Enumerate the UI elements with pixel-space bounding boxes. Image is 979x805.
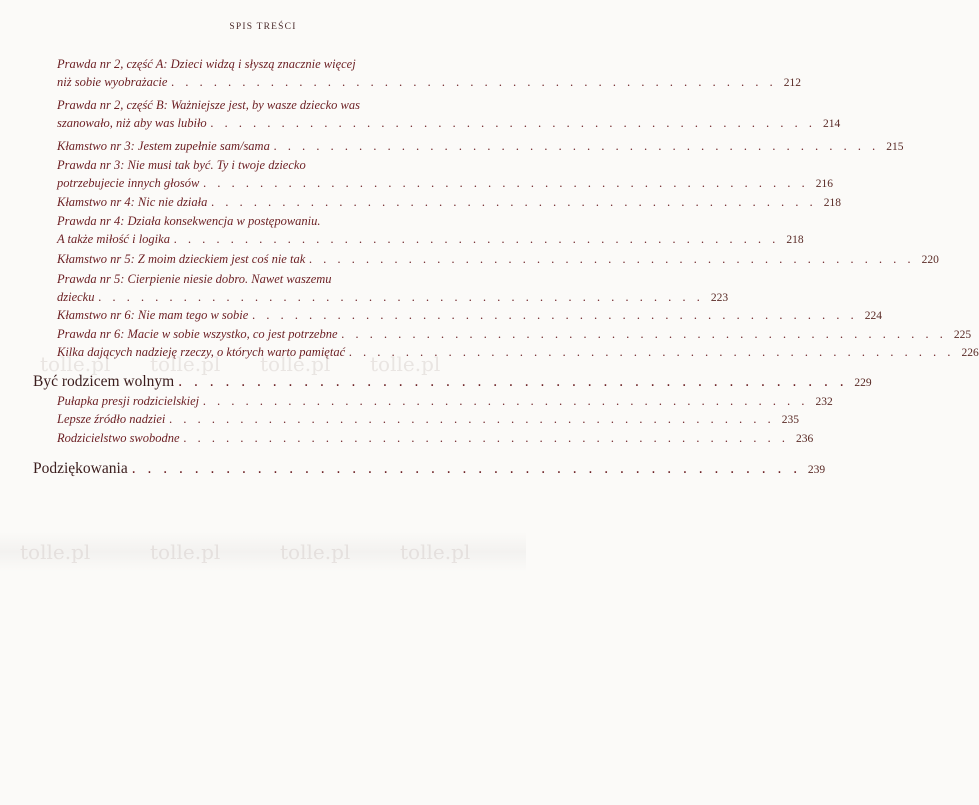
watermark-text: tolle.pl <box>40 352 111 376</box>
page-number: 225 <box>953 329 972 341</box>
toc-entry-text: dziecku <box>57 290 95 304</box>
page-number: 229 <box>854 377 872 389</box>
leader-dots: . . . . . . . . . . . . . . . . . . . . . . . . . . . . . . . . . . . . . . . . . . . <box>183 431 790 445</box>
page-number: 218 <box>823 197 841 209</box>
toc-entry[interactable] <box>57 306 882 325</box>
toc-entry-text: Prawda nr 2, część B: Ważniejsze jest, by wasze dziecko was <box>57 98 360 112</box>
leader-dots: . . . . . . . . . . . . . . . . . . . . . . . . . . . . . . . . . . . . . . . . . . . <box>349 345 955 359</box>
leader-dots: . . . . . . . . . . . . . . . . . . . . . . . . . . . . . . . . . . . . . . . . . . . <box>131 460 802 477</box>
toc-entry-text: Kilka dających nadzieję rzeczy, o których warto pamiętać <box>57 345 346 359</box>
toc-entry-text: Kłamstwo nr 4: Nic nie działa <box>57 195 208 209</box>
toc-entry[interactable] <box>57 193 841 212</box>
toc-entry-text: niż sobie wyobrażacie <box>57 75 168 89</box>
leader-dots: . . . . . . . . . . . . . . . . . . . . . . . . . . . . . . . . . . . . . . . . . . . <box>178 373 848 390</box>
leader-dots: . . . . . . . . . . . . . . . . . . . . . . . . . . . . . . . . . . . . . . . . . . . <box>169 412 775 426</box>
toc-entry[interactable] <box>57 325 972 344</box>
toc-entry-text: Kłamstwo nr 6: Nie mam tego w sobie <box>57 308 249 322</box>
watermark-text: tolle.pl <box>260 352 331 376</box>
toc-entry[interactable] <box>57 270 729 307</box>
toc-entry-text: Prawda nr 3: Nie musi tak być. Ty i twoje dziecko <box>57 158 306 172</box>
toc-entry-text: Rodzicielstwo swobodne <box>57 431 180 445</box>
page-number: 218 <box>786 234 804 246</box>
leader-dots: . . . . . . . . . . . . . . . . . . . . . . . . . . . . . . . . . . . . . . . . . . . <box>171 75 778 89</box>
toc-section[interactable] <box>33 373 872 391</box>
leader-dots: . . . . . . . . . . . . . . . . . . . . . . . . . . . . . . . . . . . . . . . . . . . <box>203 176 809 190</box>
toc-section[interactable] <box>33 460 826 478</box>
toc-entry-text: Pułapka presji rodzicielskiej <box>57 394 200 408</box>
toc-entry-text: Lepsze źródło nadziei <box>57 412 166 426</box>
page-number: 236 <box>795 433 814 445</box>
toc-entry-text: szanowało, niż aby was lubiło <box>57 116 207 130</box>
page-header: SPIS TREŚCI <box>229 22 297 32</box>
toc-entry[interactable] <box>57 410 799 429</box>
toc-entry[interactable] <box>57 137 904 156</box>
toc-entry[interactable] <box>57 429 814 448</box>
toc-entry[interactable] <box>57 212 804 249</box>
watermark-text: tolle.pl <box>150 540 221 564</box>
toc-entry-text: Prawda nr 5: Cierpienie niesie dobro. Nawet waszemu <box>57 272 332 286</box>
leader-dots: . . . . . . . . . . . . . . . . . . . . . . . . . . . . . . . . . . . . . . . . . . . <box>210 116 817 130</box>
leader-dots: . . . . . . . . . . . . . . . . . . . . . . . . . . . . . . . . . . . . . . . . . . . <box>341 327 948 341</box>
page-number: 216 <box>815 178 833 190</box>
toc-entry-text: Prawda nr 6: Macie w sobie wszystko, co jest potrzebne <box>57 327 338 341</box>
page-number: 239 <box>807 464 826 476</box>
page-number: 223 <box>710 292 729 304</box>
toc-entry-text: Kłamstwo nr 3: Jestem zupełnie sam/sama <box>57 139 270 153</box>
toc-entry-text: A także miłość i logika <box>57 232 170 246</box>
page-number: 220 <box>921 254 939 266</box>
toc-entry-text: Prawda nr 4: Działa konsekwencja w postępowaniu. <box>57 214 321 228</box>
leader-dots: . . . . . . . . . . . . . . . . . . . . . . . . . . . . . . . . . . . . . . . . . . . <box>173 232 780 246</box>
toc-entry[interactable] <box>57 156 833 193</box>
toc-entry-text: Prawda nr 2, część A: Dzieci widzą i słyszą znacznie więcej <box>57 57 356 71</box>
page-number: 226 <box>961 347 979 359</box>
page-number: 212 <box>783 77 802 89</box>
toc-entry[interactable] <box>57 250 939 269</box>
watermark-text: tolle.pl <box>370 352 441 376</box>
leader-dots: . . . . . . . . . . . . . . . . . . . . . . . . . . . . . . . . . . . . . . . . . . . <box>309 252 915 266</box>
toc-entry[interactable] <box>57 96 841 133</box>
watermark-text: tolle.pl <box>20 540 91 564</box>
page-number: 224 <box>864 310 882 322</box>
toc-entry[interactable] <box>57 55 802 92</box>
toc-entry-text: Kłamstwo nr 5: Z moim dzieckiem jest coś nie tak <box>57 252 306 266</box>
toc-entry[interactable] <box>57 392 833 411</box>
leader-dots: . . . . . . . . . . . . . . . . . . . . . . . . . . . . . . . . . . . . . . . . . . . <box>211 195 817 209</box>
watermark-text: tolle.pl <box>150 352 221 376</box>
toc-entry-text: potrzebujecie innych głosów <box>57 176 200 190</box>
watermark-text: tolle.pl <box>280 540 351 564</box>
watermark-text: tolle.pl <box>400 540 471 564</box>
leader-dots: . . . . . . . . . . . . . . . . . . . . . . . . . . . . . . . . . . . . . . . . . . . <box>273 139 880 153</box>
leader-dots: . . . . . . . . . . . . . . . . . . . . . . . . . . . . . . . . . . . . . . . . . . . <box>203 394 809 408</box>
page-number: 235 <box>781 414 799 426</box>
leader-dots: . . . . . . . . . . . . . . . . . . . . . . . . . . . . . . . . . . . . . . . . . . . <box>98 290 705 304</box>
section-title: Podziękowania <box>33 460 128 477</box>
page-number: 232 <box>815 396 833 408</box>
section-title: Być rodzicem wolnym <box>33 373 175 390</box>
page-number: 214 <box>823 118 841 130</box>
page-number: 215 <box>886 141 904 153</box>
leader-dots: . . . . . . . . . . . . . . . . . . . . . . . . . . . . . . . . . . . . . . . . . . . <box>252 308 858 322</box>
